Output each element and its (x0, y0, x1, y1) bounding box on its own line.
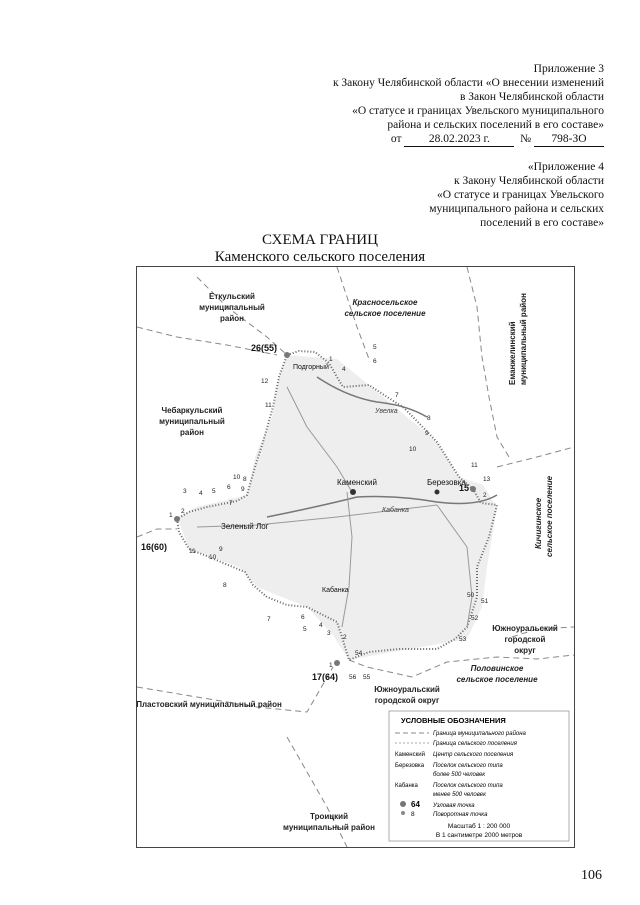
number-label: № (520, 133, 532, 145)
amend-line4: «О статусе и границах Увельского муниципального (352, 105, 604, 117)
legend-l5-key: Кабанка (395, 783, 418, 789)
pt-50: 50 (467, 592, 475, 599)
legend-l6-key: 64 (411, 800, 420, 809)
neighbor-krasno-2: сельское поселение (344, 309, 426, 318)
neighbor-chebar-3: район (180, 428, 204, 437)
node-marker-3 (174, 516, 180, 522)
neighbor-troitsk-2: муниципальный район (283, 823, 375, 832)
pt-53: 53 (459, 636, 467, 643)
legend-l3: Центр сельского поселения (433, 752, 514, 758)
node-15: 15 (459, 483, 470, 493)
neighbor-yuzh2-2: городской округ (374, 696, 440, 705)
pt-4a: 4 (342, 366, 346, 373)
amendment-header (333, 62, 604, 147)
pt-6c: 6 (301, 614, 305, 621)
neighbor-chebar-2: муниципальный (159, 417, 225, 426)
law-number: 798-ЗО (534, 132, 604, 147)
pt-2b: 2 (181, 508, 185, 515)
neighbor-kich-1: Кичигинское (534, 497, 543, 549)
legend-title: УСЛОВНЫЕ ОБОЗНАЧЕНИЯ (401, 716, 506, 725)
pt-5b: 5 (212, 488, 216, 495)
from-label: от (390, 133, 402, 145)
neighbor-polov-1: Половинское (470, 664, 524, 673)
legend-l5b: менее 500 человек (433, 792, 486, 798)
pt-3c: 3 (327, 630, 331, 637)
pt-1: 1 (329, 356, 333, 363)
annex-line1: «Приложение 4 (527, 161, 604, 173)
pt-5: 5 (373, 344, 377, 351)
amend-line5: района и сельских поселений в его составе» (387, 119, 604, 131)
legend (389, 711, 569, 841)
neighbor-troitsk-1: Троицкий (309, 812, 349, 821)
amend-line1: Приложение 3 (533, 63, 604, 75)
pt-7: 7 (395, 392, 399, 399)
pt-2: 2 (483, 492, 487, 499)
neighbor-etkul-3: район (220, 314, 244, 323)
neighbor-yuzh-1: Южноуральский (492, 624, 558, 633)
settlement-zeleny-log: Зеленый Лог (221, 522, 269, 531)
pt-3b: 3 (183, 488, 187, 495)
node-marker-2 (470, 486, 476, 492)
pt-9: 9 (425, 430, 429, 437)
pt-7b: 7 (229, 500, 233, 507)
legend-scale-1: Масштаб 1 : 200 000 (447, 823, 511, 830)
neighbor-etkul-2: муниципальный (199, 303, 265, 312)
annex-line4: муниципального района и сельских (429, 203, 604, 215)
legend-l3-key: Каменский (395, 752, 425, 758)
pt-11c: 11 (189, 548, 196, 555)
annex-line5: поселений в его составе» (480, 217, 604, 229)
pt-52: 52 (471, 615, 479, 622)
pt-1c: 1 (329, 662, 333, 669)
pt-11: 11 (471, 462, 478, 469)
boundary-map (136, 266, 575, 848)
pt-7c: 7 (267, 616, 271, 623)
pt-11b: 11 (265, 402, 272, 409)
pt-51: 51 (481, 598, 489, 605)
amend-signature-line (333, 132, 604, 147)
amend-line3: в Закон Челябинской области (459, 91, 604, 103)
neighbor-yuzh-2: городской (504, 635, 546, 644)
legend-l7: Поворотная точка (433, 812, 488, 818)
annex-header (429, 160, 604, 230)
berezovka-marker (435, 490, 440, 495)
page-number: 106 (581, 868, 602, 883)
neighbor-emanzh-2: муниципальный район (519, 293, 528, 385)
node-marker-1 (284, 352, 290, 358)
pt-54: 54 (355, 650, 363, 657)
map-svg (137, 267, 574, 847)
legend-l1: Граница муниципального района (433, 731, 526, 737)
neighbor-chebar-1: Чебаркульский (161, 406, 223, 415)
neighbor-kich-2: сельское поселение (545, 475, 554, 557)
pt-8c: 8 (223, 582, 227, 589)
pt-55: 55 (363, 674, 371, 681)
node-16-60: 16(60) (141, 542, 168, 552)
neighbor-plast: Пластовский муниципальный район (137, 700, 282, 709)
legend-point-marker (401, 811, 405, 815)
pt-8b: 8 (243, 476, 247, 483)
legend-l6: Узловая точка (433, 803, 475, 809)
pt-4c: 4 (319, 622, 323, 629)
neighbor-polov-2: сельское поселение (456, 675, 538, 684)
law-date: 28.02.2023 г. (404, 132, 514, 147)
pt-56: 56 (349, 674, 357, 681)
legend-l4b: более 500 человек (433, 772, 486, 778)
settlement-berezovka: Березовка (427, 478, 466, 487)
river-uvelka-label: Увелка (375, 408, 398, 415)
legend-l5a: Поселок сельского типа (433, 783, 503, 789)
pt-10b: 10 (233, 474, 241, 481)
legend-node-marker (400, 801, 406, 807)
pt-6: 6 (373, 358, 377, 365)
neighbor-yuzh2-1: Южноуральский (374, 685, 440, 694)
pt-10: 10 (409, 446, 417, 453)
node-17-64: 17(64) (312, 672, 339, 682)
pt-12: 12 (261, 378, 269, 385)
kamensky-marker (350, 489, 356, 495)
annex-line2: к Закону Челябинской области (454, 175, 604, 187)
node-26-55: 26(55) (251, 343, 278, 353)
neighbor-emanzh-1: Еманжелинский (508, 321, 517, 385)
pt-4b: 4 (199, 490, 203, 497)
title-line1: СХЕМА ГРАНИЦ (262, 232, 378, 248)
pt-9b: 9 (241, 486, 245, 493)
map-title (0, 232, 640, 266)
pt-5c: 5 (303, 626, 307, 633)
settlement-kamensky: Каменский (337, 478, 377, 487)
legend-l7-key: 8 (411, 811, 415, 818)
amend-line2: к Закону Челябинской области «О внесении изменений (332, 77, 604, 89)
pt-1b: 1 (169, 512, 173, 519)
legend-scale-2: В 1 сантиметре 2000 метров (435, 832, 523, 839)
neighbor-etkul-1: Еткульский (209, 292, 255, 301)
title-line2: Каменского сельского поселения (214, 249, 426, 265)
pt-10c: 10 (209, 554, 217, 561)
node-marker-4 (334, 660, 340, 666)
annex-line3: «О статусе и границах Увельского (437, 189, 604, 201)
pt-9c: 9 (219, 546, 223, 553)
legend-l2: Граница сельского поселения (433, 741, 517, 747)
neighbor-yuzh-3: округ (514, 646, 536, 655)
pt-6b: 6 (227, 484, 231, 491)
settlement-podgorny: Подгорный (293, 364, 329, 371)
neighbor-krasno-1: Красносельское (352, 298, 418, 307)
pt-2c: 2 (343, 634, 347, 641)
river-kabanka-label: Кабанка (382, 507, 409, 514)
pt-13: 13 (483, 476, 491, 483)
pt-8: 8 (427, 415, 431, 422)
legend-l4a: Поселок сельского типа (433, 763, 503, 769)
legend-l4-key: Березовка (395, 763, 425, 769)
settlement-kabanka: Кабанка (322, 587, 349, 594)
